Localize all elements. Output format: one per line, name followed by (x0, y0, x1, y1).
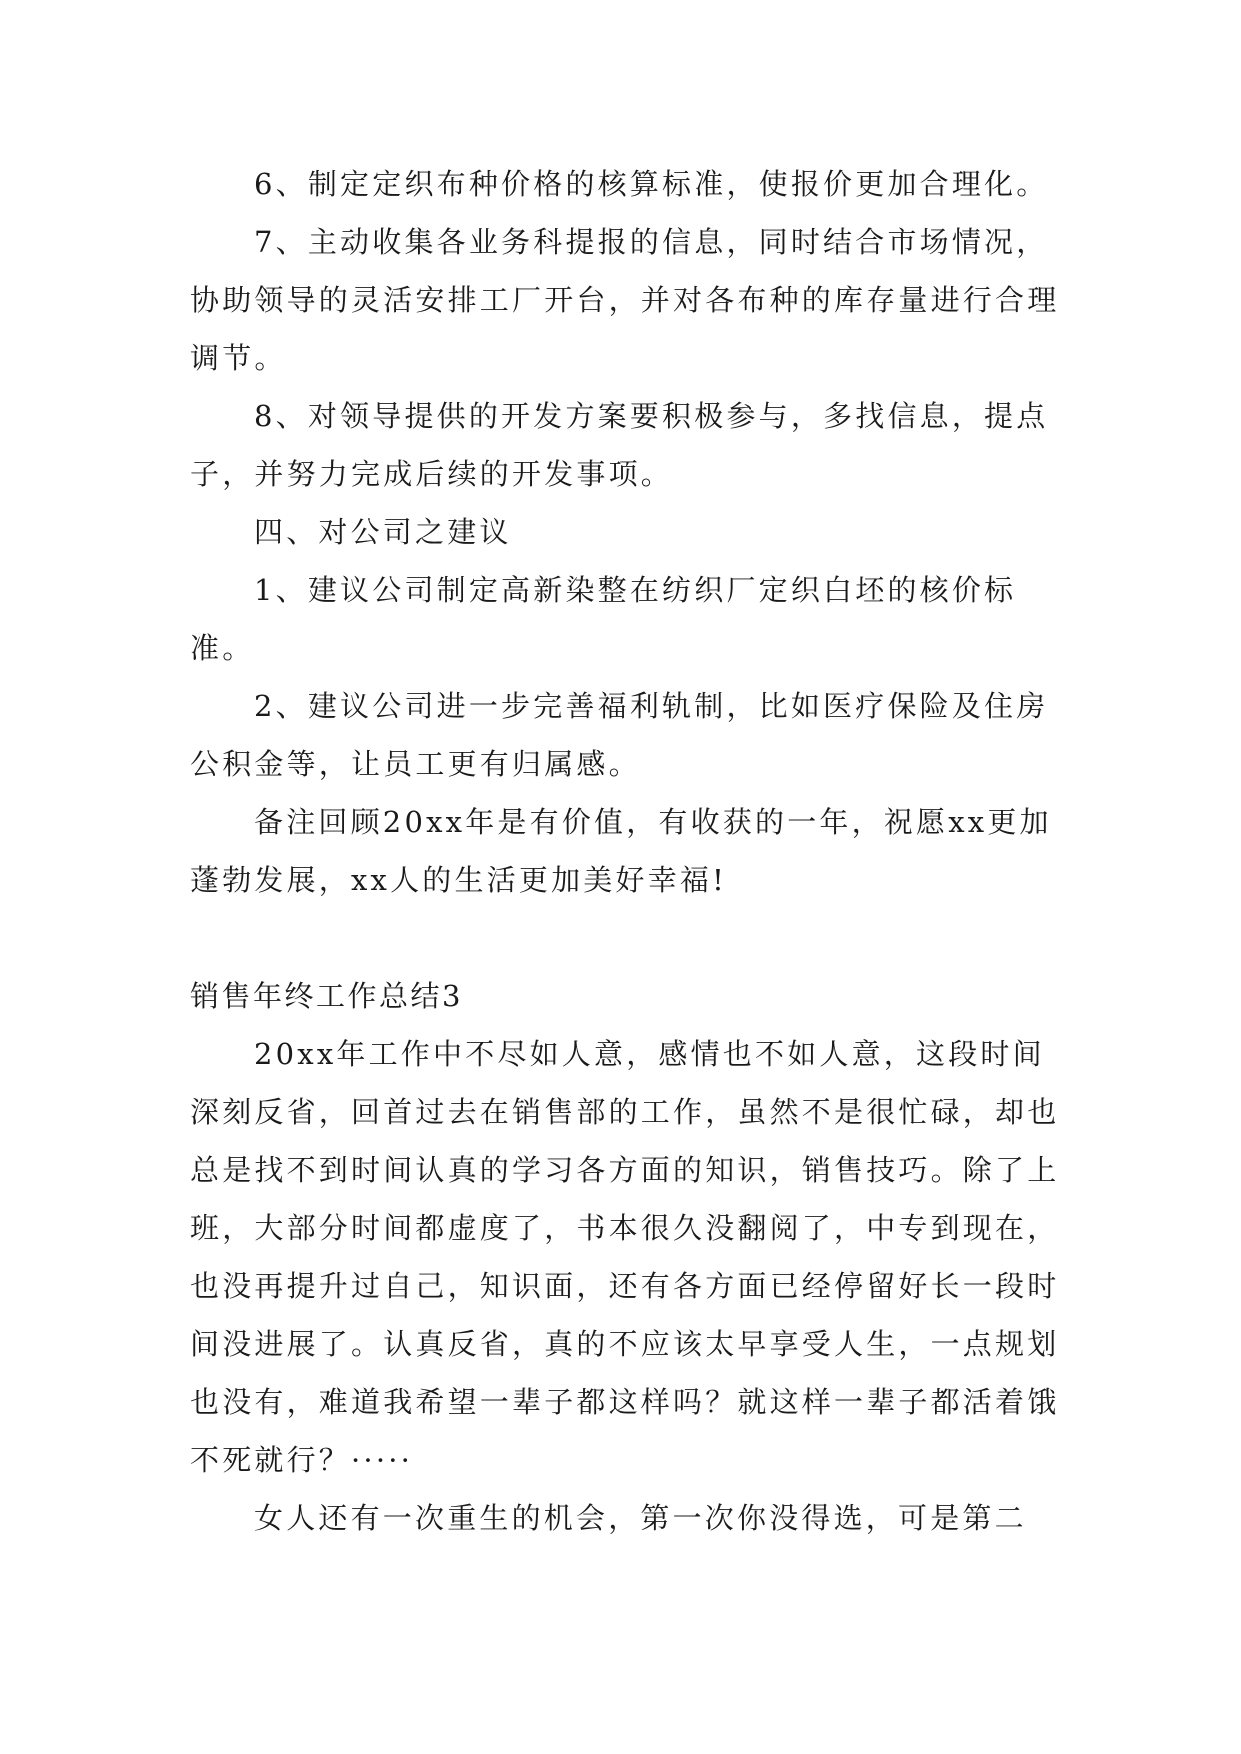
suggestion-item-2: 2、建议公司进一步完善福利轨制，比如医疗保险及住房公积金等，让员工更有归属感。 (190, 689, 1049, 781)
paragraph-item-7: 7、主动收集各业务科提报的信息，同时结合市场情况，协助领导的灵活安排工厂开台，并对各布种的库存量进行合理调节。 (190, 225, 1060, 375)
suggestion-item-1: 1、建议公司制定高新染整在纺织厂定织白坯的核价标准。 (190, 573, 1017, 665)
remarks-paragraph: 备注回顾20xx年是有价值，有收获的一年，祝愿xx更加蓬勃发展，xx人的生活更加美好幸福! (190, 805, 1052, 897)
document-body (190, 155, 1070, 1547)
summary-paragraph: 20xx年工作中不尽如人意，感情也不如人意，这段时间深刻反省，回首过去在销售部的工作，虽然不是很忙碌，却也总是找不到时间认真的学习各方面的知识，销售技巧。除了上班，大部分时间都虚度了，书本很久没翻阅了，中专到现在，也没再提升过自己，知识面，还有各方面已经停留好长一段时间没进展了。认真反省，真的不应该太早享受人生，一点规划也没有，难道我希望一辈子都这样吗？就这样一辈子都活着饿不死就行？····· (190, 1037, 1060, 1477)
paragraph-item-8: 8、对领导提供的开发方案要积极参与，多找信息，提点子，并努力完成后续的开发事项。 (190, 399, 1049, 491)
section-heading-suggestions: 四、对公司之建议 (254, 515, 512, 549)
summary-paragraph-continued: 女人还有一次重生的机会，第一次你没得选，可是第二 (254, 1501, 1027, 1535)
section-title: 销售年终工作总结3 (190, 979, 463, 1013)
paragraph-item-6: 6、制定定织布种价格的核算标准，使报价更加合理化。 (254, 167, 1049, 201)
